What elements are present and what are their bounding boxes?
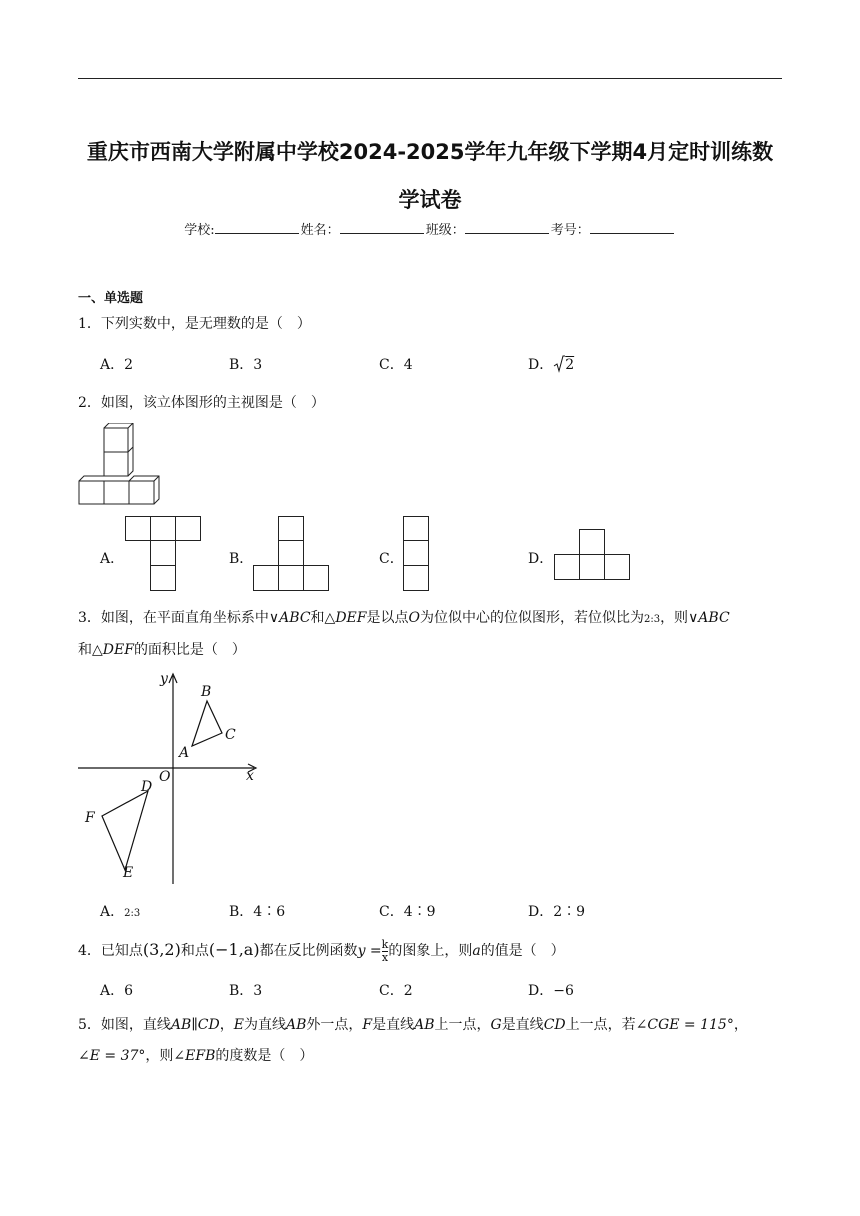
point-f: F xyxy=(362,1017,373,1033)
q3-text: 和 xyxy=(78,642,92,658)
point-b-label: B xyxy=(201,684,212,700)
triangle-abc: ∨ABC xyxy=(268,610,311,626)
coordinate-figure xyxy=(78,670,263,890)
q2-option-c[interactable]: C． xyxy=(379,551,404,567)
q3-option-d[interactable]: D．2∶9 xyxy=(528,904,586,920)
student-info xyxy=(78,219,782,238)
q4-option-a[interactable]: A．6 xyxy=(100,983,134,999)
question-3-line2 xyxy=(78,639,246,661)
q4-text: 和点 xyxy=(180,943,209,959)
triangle-abc: ∨ABC xyxy=(688,610,730,626)
point-c-label: C xyxy=(225,727,236,743)
q5-text: 5．如图，直线 xyxy=(78,1017,171,1033)
question-2-stem: 2．如图，该立体图形的主视图是（ ） xyxy=(78,395,325,411)
question-5-line1 xyxy=(78,1014,748,1036)
page-title: 重庆市西南大学附属中学校2024-2025学年九年级下学期4月定时训练数 xyxy=(86,140,774,164)
q5-text: 的度数是（ ） xyxy=(215,1048,314,1064)
class-label: 班级： xyxy=(425,223,465,238)
q3-text: 的面积比是（ ） xyxy=(133,642,246,658)
q4-option-d[interactable]: D．−6 xyxy=(528,983,574,999)
q4-text: 都在反比例函数 xyxy=(259,943,358,959)
q4-text: 的图象上，则 xyxy=(388,943,473,959)
q1-option-b[interactable]: B．3 xyxy=(229,357,263,373)
q3-option-c[interactable]: C．4∶9 xyxy=(379,904,436,920)
point-e: E xyxy=(233,1017,244,1033)
point-o: O xyxy=(408,610,420,626)
sqrt-icon xyxy=(553,355,565,373)
number-field[interactable] xyxy=(590,221,674,234)
x-axis-label: x xyxy=(246,768,254,784)
q1-option-d[interactable] xyxy=(528,354,574,374)
q5-text: 上一点，若 xyxy=(565,1017,636,1033)
angle-e: ∠E = 37° xyxy=(78,1048,146,1064)
point-d-label: D xyxy=(141,779,153,795)
q1-option-d-value: 2 xyxy=(565,357,575,373)
q4-text: 的值是（ ） xyxy=(480,943,565,959)
function-y: y = xyxy=(357,943,382,959)
q5-text: 是直线 xyxy=(372,1017,415,1033)
angle-efb: ∠EFB xyxy=(173,1048,216,1064)
class-field[interactable] xyxy=(465,221,549,234)
q4-option-c[interactable]: C．2 xyxy=(379,983,413,999)
q3-option-a[interactable] xyxy=(100,901,140,921)
point-2: (−1,a) xyxy=(208,940,260,959)
q4-option-b[interactable]: B．3 xyxy=(229,983,263,999)
point-a-label: A xyxy=(179,745,190,761)
section-heading: 一、单选题 xyxy=(78,291,144,306)
point-g: G xyxy=(490,1017,502,1033)
q5-text: 外一点， xyxy=(306,1017,363,1033)
q5-text: 为直线 xyxy=(243,1017,286,1033)
q5-text: ， xyxy=(219,1017,234,1033)
fraction-numerator: k xyxy=(381,937,389,951)
origin-label: O xyxy=(159,769,171,785)
point-f-label: F xyxy=(85,810,95,826)
q5-text: ，则 xyxy=(145,1048,174,1064)
line-ab: AB xyxy=(414,1017,435,1033)
q2-option-a-figure[interactable] xyxy=(125,516,202,591)
q3-text: ，则 xyxy=(660,610,689,626)
question-4-stem xyxy=(78,935,565,966)
q3-option-b[interactable]: B．4∶6 xyxy=(229,904,286,920)
line-ab: AB xyxy=(285,1017,307,1033)
question-1-stem: 1．下列实数中，是无理数的是（ ） xyxy=(78,316,311,332)
question-3-line1 xyxy=(78,607,730,631)
q1-option-c[interactable]: C．4 xyxy=(379,357,413,373)
angle-cge: ∠CGE = 115° xyxy=(635,1017,734,1033)
ratio: 2:3 xyxy=(643,614,661,625)
q3-option-a-prefix: A． xyxy=(100,904,125,920)
point-1: (3,2) xyxy=(142,940,181,959)
q5-text: ， xyxy=(733,1017,748,1033)
q5-text: 是直线 xyxy=(501,1017,544,1033)
triangle-def: △DEF xyxy=(324,610,367,626)
q3-text: 为位似中心的位似图形，若位似比为 xyxy=(419,610,644,626)
y-axis-label: y xyxy=(160,671,168,687)
school-field[interactable] xyxy=(215,221,299,234)
variable-a: a xyxy=(472,943,481,959)
parallel-lines: AB∥CD xyxy=(170,1017,220,1033)
name-label: 姓名： xyxy=(300,223,340,238)
school-label: 学校: xyxy=(184,223,215,238)
q2-option-b-figure[interactable] xyxy=(253,516,330,591)
q3-text: 3．如图，在平面直角坐标系中 xyxy=(78,610,269,626)
question-5-line2 xyxy=(78,1045,313,1067)
page-title-line2: 学试卷 xyxy=(398,188,462,212)
solid-figure xyxy=(78,423,160,505)
q1-option-d-prefix: D． xyxy=(528,357,554,373)
q3-option-a-value: 2:3 xyxy=(124,908,141,919)
q1-option-a[interactable]: A．2 xyxy=(100,357,134,373)
q5-text: 上一点， xyxy=(434,1017,491,1033)
q2-option-d[interactable]: D． xyxy=(528,551,554,567)
number-label: 考号： xyxy=(550,223,590,238)
fraction-denominator: x xyxy=(381,950,389,964)
triangle-def: △DEF xyxy=(92,642,134,658)
q2-option-c-figure[interactable] xyxy=(403,516,430,591)
q3-text: 是以点 xyxy=(366,610,409,626)
header-rule xyxy=(78,78,782,79)
q3-text: 和 xyxy=(310,610,325,626)
cube-stack-figure xyxy=(78,423,160,505)
line-cd: CD xyxy=(543,1017,566,1033)
q2-option-a[interactable]: A． xyxy=(100,551,125,567)
name-field[interactable] xyxy=(340,221,424,234)
q2-option-b[interactable]: B． xyxy=(229,551,254,567)
q4-text: 4．已知点 xyxy=(78,943,143,959)
point-e-label: E xyxy=(123,865,134,881)
q2-option-d-figure[interactable] xyxy=(554,529,631,580)
